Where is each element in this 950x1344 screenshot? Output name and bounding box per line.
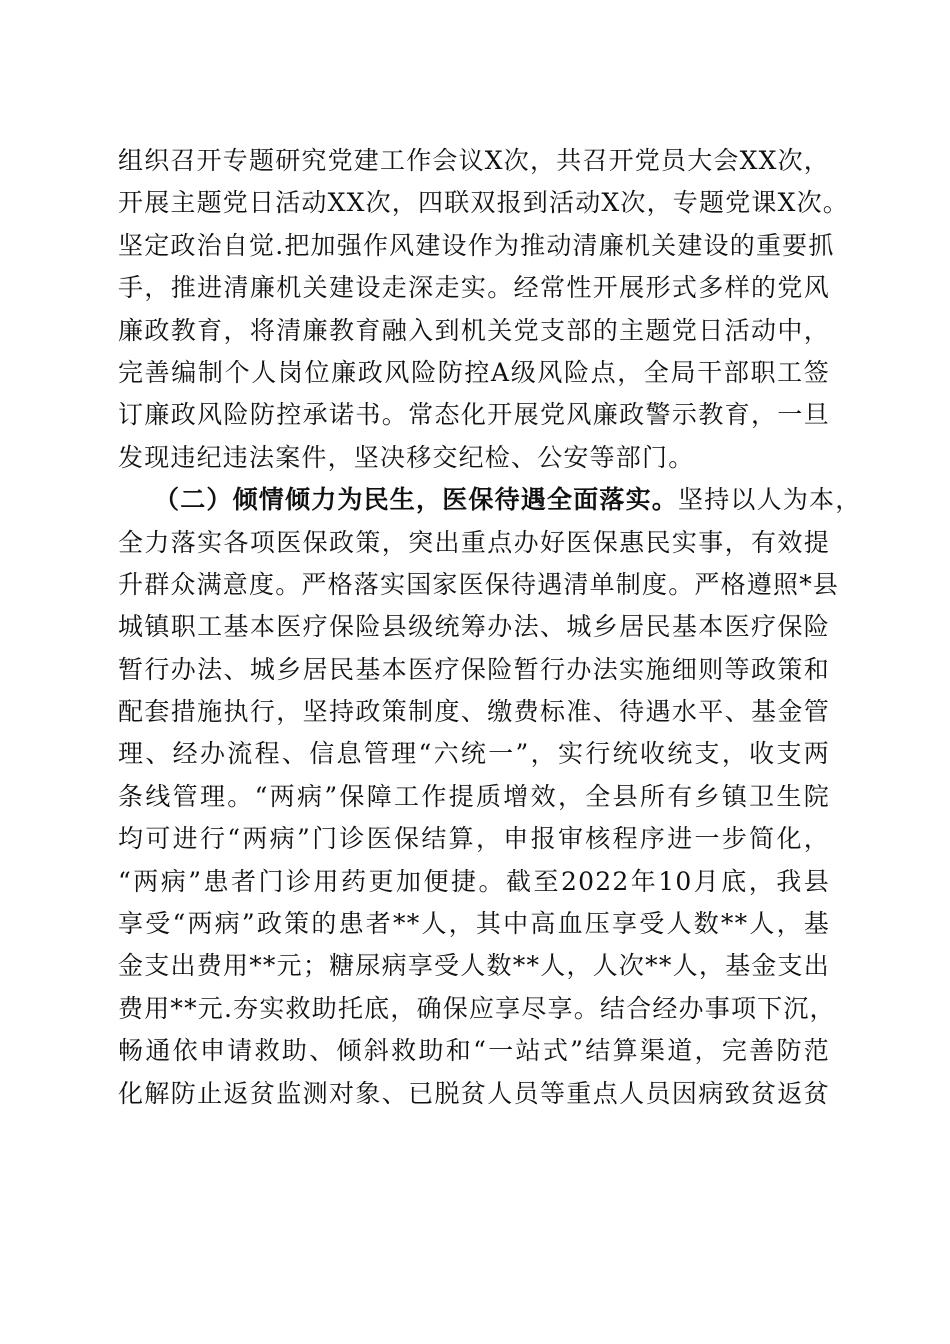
section-heading-continuation: 坚持以人为本， — [678, 485, 862, 515]
text-line: “两病”患者门诊用药更加便捷。截至2022年10月底，我县 — [118, 866, 830, 896]
text-line: 开展主题党日活动XX次，四联双报到活动X次，专题党课X次。 — [118, 188, 849, 218]
text-line: 手，推进清廉机关建设走深走实。经常性开展形式多样的党风 — [118, 273, 830, 303]
text-line: 城镇职工基本医疗保险县级统筹办法、城乡居民基本医疗保险 — [118, 612, 830, 642]
text-line: 配套措施执行，坚持政策制度、缴费标准、待遇水平、基金管 — [118, 697, 830, 727]
text-line: 暂行办法、城乡居民基本医疗保险暂行办法实施细则等政策和 — [118, 654, 830, 684]
text-line: 化解防止返贫监测对象、已脱贫人员等重点人员因病致贫返贫 — [118, 1078, 830, 1108]
text-line: 畅通依申请救助、倾斜救助和“一站式”结算渠道，完善防范 — [118, 1036, 830, 1066]
text-line: 理、经办流程、信息管理“六统一”，实行统收统支，收支两 — [118, 739, 830, 769]
text-line: 廉政教育，将清廉教育融入到机关党支部的主题党日活动中， — [118, 315, 830, 345]
text-line: 费用**元.夯实救助托底，确保应享尽享。结合经办事项下沉， — [118, 993, 836, 1023]
text-line: 组织召开专题研究党建工作会议X次，共召开党员大会XX次， — [118, 146, 830, 175]
text-line: 享受“两病”政策的患者**人，其中高血压享受人数**人，基 — [118, 909, 830, 939]
text-line: 完善编制个人岗位廉政风险防控A级风险点，全局干部职工签 — [118, 357, 830, 387]
text-line: 金支出费用**元；糖尿病享受人数**人，人次**人，基金支出 — [118, 951, 830, 981]
text-line: 发现违纪违法案件，坚决移交纪检、公安等部门。 — [118, 442, 695, 472]
section-heading: （二）倾情倾力为民生，医保待遇全面落实。 — [154, 485, 679, 515]
text-line: 条线管理。“两病”保障工作提质增效，全县所有乡镇卫生院 — [118, 781, 830, 811]
text-line: 坚定政治自觉.把加强作风建设作为推动清廉机关建设的重要抓 — [118, 230, 835, 260]
text-line: 均可进行“两病”门诊医保结算，申报审核程序进一步简化， — [118, 824, 830, 854]
document-body — [118, 140, 862, 1115]
section-heading-line — [118, 479, 862, 521]
text-line: 全力落实各项医保政策，突出重点办好医保惠民实事，有效提 — [118, 527, 830, 557]
text-line: 升群众满意度。严格落实国家医保待遇清单制度。严格遵照*县 — [118, 569, 840, 599]
text-line: 订廉政风险防控承诺书。常态化开展党风廉政警示教育，一旦 — [118, 400, 830, 430]
